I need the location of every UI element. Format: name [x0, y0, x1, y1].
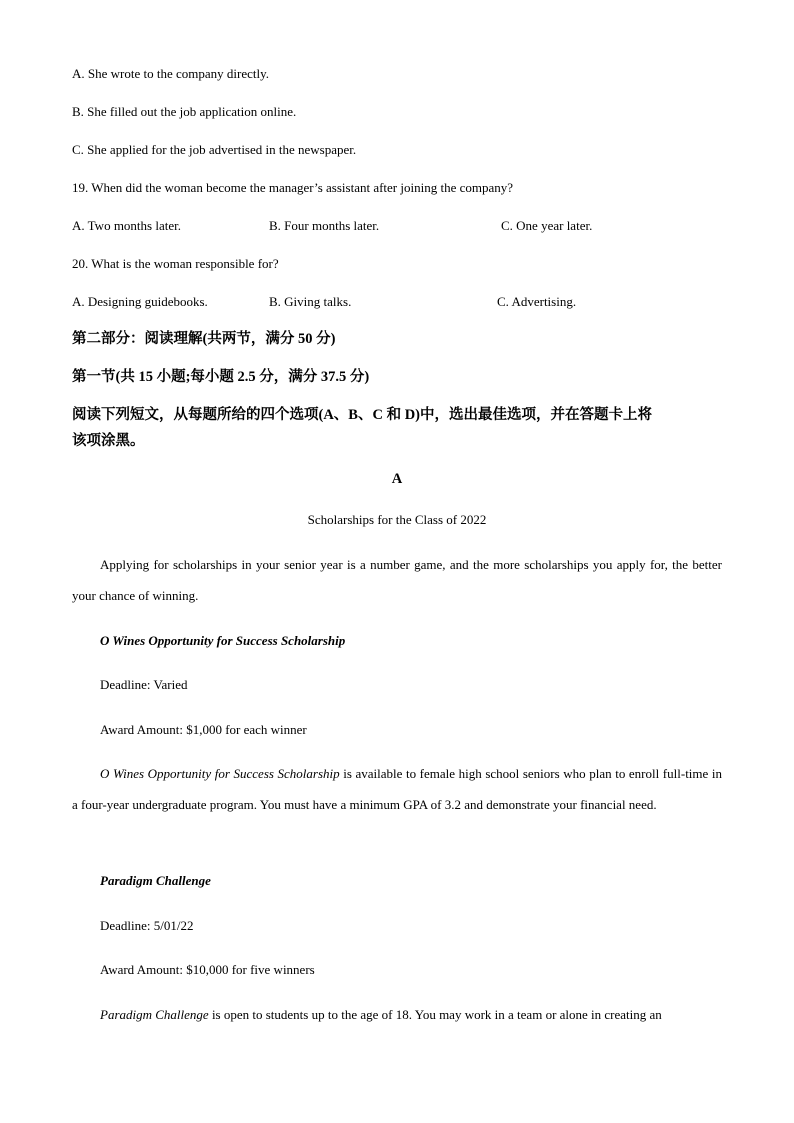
- scholarship-1-deadline: Deadline: Varied: [100, 677, 188, 692]
- scholarship-1-desc-name: O Wines Opportunity for Success Scholarship: [100, 766, 340, 781]
- q18-option-b: B. She filled out the job application online.: [72, 104, 297, 119]
- q20-option-b: B. Giving talks.: [269, 294, 352, 309]
- intro-paragraph: Applying for scholarships in your senior year is a number game, and the more scholarships you apply for, the better your chance of winning.: [72, 557, 722, 603]
- scholarship-1-name: O Wines Opportunity for Success Scholarship: [100, 633, 346, 648]
- passage-title: Scholarships for the Class of 2022: [307, 512, 487, 527]
- scholarship-2-desc-name: Paradigm Challenge: [100, 1007, 209, 1022]
- instruction-line-1: 阅读下列短文，从每题所给的四个选项(A、B、C 和 D)中，选出最佳选项，并在答题卡上将: [72, 407, 652, 423]
- q19-option-c: C. One year later.: [501, 218, 593, 233]
- scholarship-2-description: [72, 999, 722, 1030]
- q20-option-c: C. Advertising.: [497, 294, 577, 309]
- q19-question: 19. When did the woman become the manager’s assistant after joining the company?: [72, 180, 514, 195]
- passage-letter: A: [391, 471, 403, 487]
- scholarship-1-award: Award Amount: $1,000 for each winner: [100, 722, 307, 737]
- part-heading: 第二部分：阅读理解(共两节，满分 50 分): [72, 331, 336, 347]
- scholarship-1-desc-text: is available to female high school seniors who plan to enroll full-time in a four-year undergraduate program. You must have a minimum GPA of 3.2 and demonstrate your financial need.: [72, 766, 722, 812]
- section-heading: 第一节(共 15 小题;每小题 2.5 分，满分 37.5 分): [72, 369, 370, 385]
- q18-option-c: C. She applied for the job advertised in the newspaper.: [72, 142, 357, 157]
- scholarship-2-name: Paradigm Challenge: [100, 873, 211, 888]
- scholarship-2-award: Award Amount: $10,000 for five winners: [100, 962, 315, 977]
- q18-option-a: A. She wrote to the company directly.: [72, 66, 269, 81]
- q19-option-a: A. Two months later.: [72, 218, 181, 233]
- instruction-line-2: 该项涂黑。: [72, 433, 145, 449]
- q20-option-a: A. Designing guidebooks.: [72, 294, 208, 309]
- scholarship-2-deadline: Deadline: 5/01/22: [100, 918, 194, 933]
- q19-option-b: B. Four months later.: [269, 218, 380, 233]
- scholarship-1-description: [72, 758, 722, 820]
- scholarship-2-desc-text: is open to students up to the age of 18. You may work in a team or alone in creating an: [208, 1007, 662, 1022]
- q20-question: 20. What is the woman responsible for?: [72, 256, 279, 271]
